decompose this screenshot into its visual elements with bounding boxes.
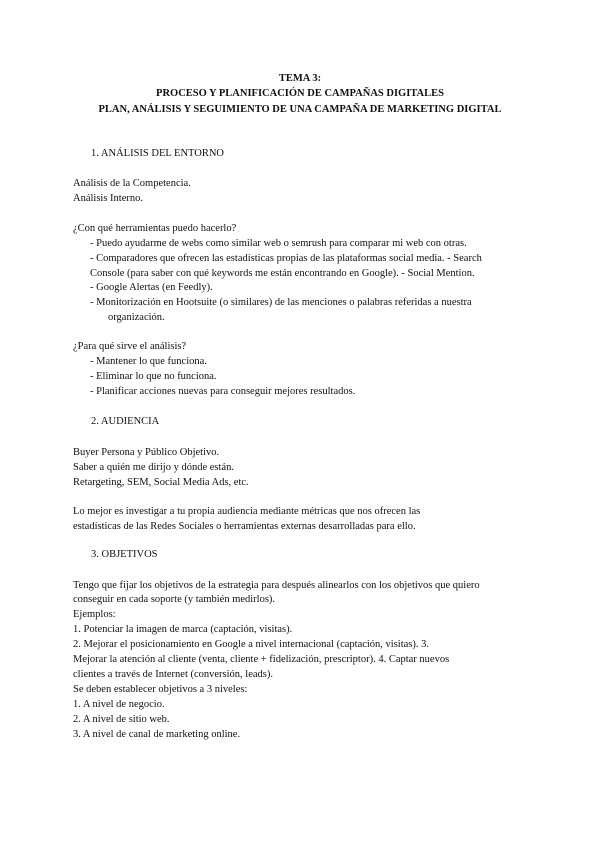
- paragraph-line: Retargeting, SEM, Social Media Ads, etc.: [73, 477, 249, 488]
- tool-item: - Google Alertas (en Feedly).: [90, 282, 213, 293]
- list-item: clientes a través de Internet (conversión, leads).: [73, 669, 273, 680]
- tool-item-continuation: Console (para saber con qué keywords me están encontrando en Google). - Social Mention.: [90, 268, 475, 279]
- question-line: ¿Con qué herramientas puedo hacerlo?: [73, 223, 237, 234]
- list-item: 3. A nivel de canal de marketing online.: [73, 729, 241, 740]
- section-heading-audiencia: 2. AUDIENCIA: [91, 416, 160, 427]
- list-item: 1. A nivel de negocio.: [73, 699, 165, 710]
- section-heading-analisis: 1. ANÁLISIS DEL ENTORNO: [91, 148, 224, 159]
- paragraph-line: Se deben establecer objetivos a 3 niveles:: [73, 684, 248, 695]
- section-heading-objetivos: 3. OBJETIVOS: [91, 549, 158, 560]
- paragraph-line: estadísticas de las Redes Sociales o herramientas externas desarrolladas para ello.: [73, 521, 416, 532]
- doc-topic-number: TEMA 3:: [278, 73, 322, 84]
- doc-subtitle: PLAN, ANÁLISIS Y SEGUIMIENTO DE UNA CAMPAÑA DE MARKETING DIGITAL: [98, 104, 502, 115]
- question-line: ¿Para qué sirve el análisis?: [73, 341, 187, 352]
- tool-item: - Monitorización en Hootsuite (o similares) de las menciones o palabras referidas a nuestra: [90, 297, 472, 308]
- doc-title: PROCESO Y PLANIFICACIÓN DE CAMPAÑAS DIGITALES: [156, 88, 444, 99]
- use-item: - Planificar acciones nuevas para conseguir mejores resultados.: [90, 386, 356, 397]
- paragraph-line: Buyer Persona y Público Objetivo.: [73, 447, 220, 458]
- paragraph-line: Análisis de la Competencia.: [73, 178, 191, 189]
- tool-item: - Puedo ayudarme de webs como similar web o semrush para comparar mi web con otras.: [90, 238, 467, 249]
- list-item: 2. Mejorar el posicionamiento en Google a nivel internacional (captación, visitas). 3.: [73, 639, 430, 650]
- paragraph-line: Tengo que fijar los objetivos de la estrategia para después alinearlos con los objetivos que quiero: [73, 580, 480, 591]
- paragraph-line: Lo mejor es investigar a tu propia audiencia mediante métricas que nos ofrecen las: [73, 506, 421, 517]
- tool-item-continuation: organización.: [108, 312, 165, 323]
- tool-item: - Comparadores que ofrecen las estadísticas propias de las plataformas social media. - Search: [90, 253, 482, 264]
- list-item: 2. A nivel de sitio web.: [73, 714, 170, 725]
- list-item: 1. Potenciar la imagen de marca (captación, visitas).: [73, 624, 293, 635]
- paragraph-line: Saber a quién me dirijo y dónde están.: [73, 462, 234, 473]
- list-item: Mejorar la atención al cliente (venta, cliente + fidelización, prescriptor). 4. Captar nuevos: [73, 654, 450, 665]
- paragraph-line: conseguir en cada soporte (y también medirlos).: [73, 594, 276, 605]
- paragraph-line: Ejemplos:: [73, 609, 116, 620]
- use-item: - Eliminar lo que no funciona.: [90, 371, 217, 382]
- use-item: - Mantener lo que funciona.: [90, 356, 207, 367]
- paragraph-line: Análisis Interno.: [73, 193, 143, 204]
